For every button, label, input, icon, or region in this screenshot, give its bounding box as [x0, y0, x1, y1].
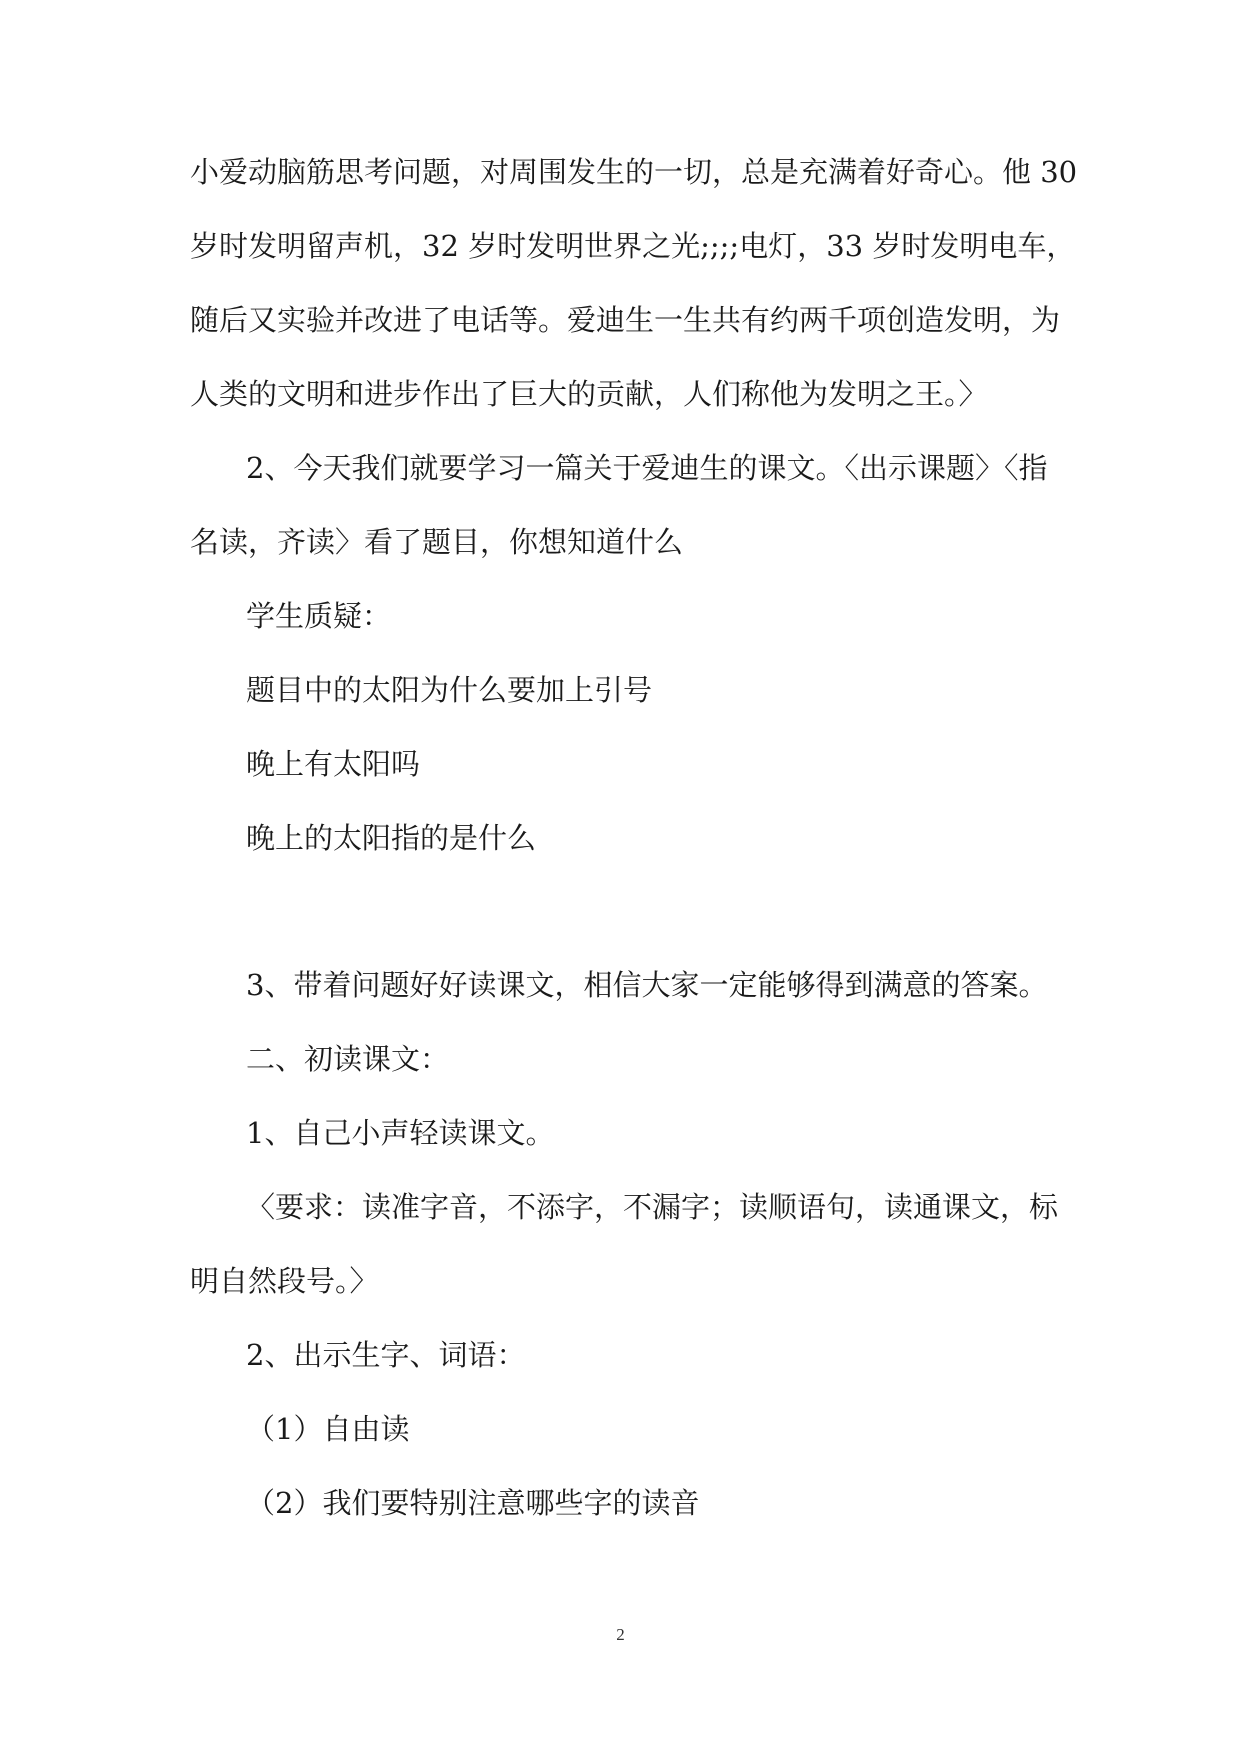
paragraph-line: 随后又实验并改进了电话等。爱迪生一生共有约两千项创造发明，为 [190, 303, 1061, 337]
paragraph-line: 〈要求：读准字音，不添字，不漏字；读顺语句，读通课文，标 [246, 1190, 1059, 1224]
paragraph-line: 明自然段号。〉 [190, 1264, 379, 1298]
paragraph-line: 小爱动脑筋思考问题，对周围发生的一切，总是充满着好奇心。他 30 [190, 155, 1078, 189]
paragraph-line: 2、今天我们就要学习一篇关于爱迪生的课文。〈出示课题〉〈指 [246, 451, 1048, 485]
paragraph-line: 2、出示生字、词语： [246, 1338, 526, 1372]
paragraph-line: （2）我们要特别注意哪些字的读音 [246, 1486, 700, 1520]
paragraph-line: 岁时发明留声机，32 岁时发明世界之光;;;;电灯，33 岁时发明电车， [190, 229, 1076, 263]
paragraph-line: 题目中的太阳为什么要加上引号 [246, 673, 653, 707]
paragraph-line: 学生质疑： [246, 599, 392, 633]
paragraph-line: 晚上有太阳吗 [246, 747, 421, 781]
paragraph-line: （1）自由读 [246, 1412, 410, 1446]
paragraph-line: 名读，齐读〉看了题目，你想知道什么 [190, 525, 684, 559]
paragraph-line: 人类的文明和进步作出了巨大的贡献，人们称他为发明之王。〉 [190, 377, 988, 411]
paragraph-line: 晚上的太阳指的是什么 [246, 821, 537, 855]
paragraph-line: 1、自己小声轻读课文。 [246, 1116, 555, 1150]
paragraph-line: 3、带着问题好好读课文，相信大家一定能够得到满意的答案。 [246, 968, 1048, 1002]
page-number: 2 [616, 1625, 625, 1644]
section-heading: 二、初读课文： [246, 1042, 450, 1076]
